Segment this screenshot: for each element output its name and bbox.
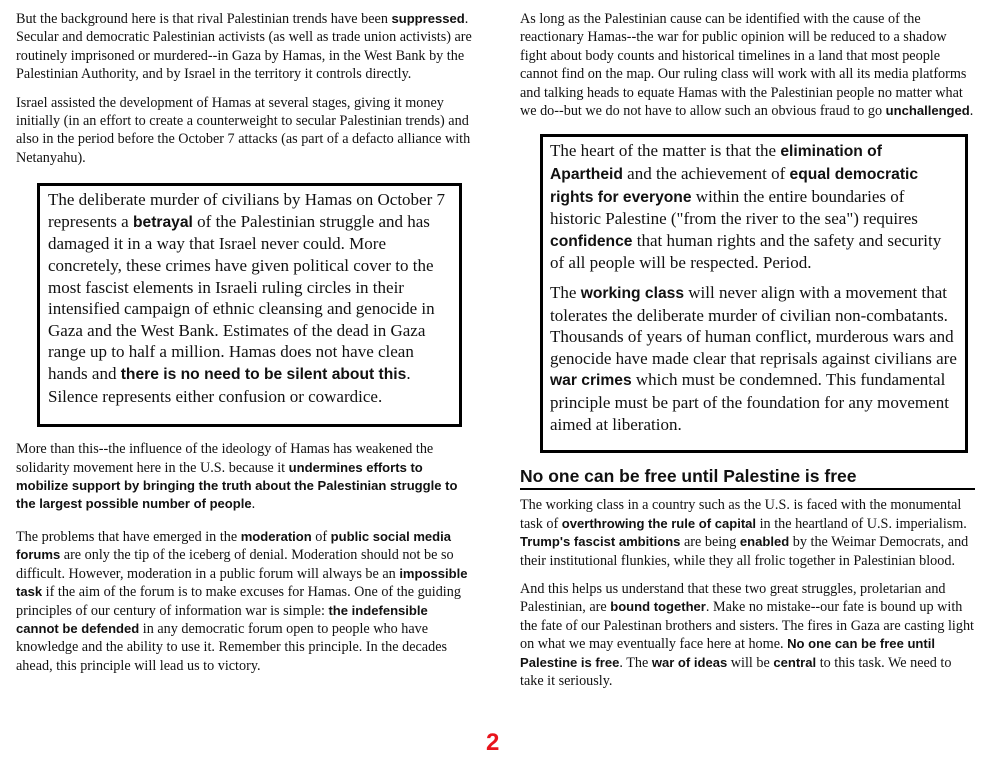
page-number: 2 (486, 729, 500, 756)
paragraph-suppression: But the background here is that rival Palestinian trends have been suppressed. Secular and democratic Palestinian activists (as well as trade union activists) are routinely imprisoned or murdered--in Gaza by Hamas, in the West Bank by the Palestinian Authority, and by Israel in the territory it controls directly. (16, 11, 472, 83)
paragraph-bound-together: And this helps us understand that these two great struggles, proletarian and Palestinian, are bound together. Make no mistake--our fate is bound up with the fate of our Palestinan brothers and sisters. The fires in Gaza are casting light on what we may eventually face here at home. No one can be free until Palestine is free. The war of ideas will be central to this task. We need to take it seriously. (520, 581, 974, 690)
paragraph-public-opinion: As long as the Palestinian cause can be identified with the cause of the reactionary Hamas--the war for public opinion will be reduced to a shadow fight about body counts and historical timelines in a land that most people cannot find on the map. Our ruling class will work with all its media platforms and talking heads to equate Hamas with the Palestinian people no matter what we do--but we do not have to allow such an obvious fraud to go unchallenged. (520, 11, 974, 120)
left-column (16, 10, 474, 675)
paragraph-solidarity: More than this--the influence of the ideology of Hamas has weakened the solidarity movement here in the U.S. because it undermines efforts to mobilize support by bringing the truth about the Palestinian struggle to the largest possible number of people. (16, 441, 458, 513)
section-heading: No one can be free until Palestine is free (520, 465, 975, 490)
paragraph-israel-hamas: Israel assisted the development of Hamas at several stages, giving it money initially (in an effort to create a counterweight to secular Palestinian trends) and also in the period before the October 7 attacks (as part of a defacto alliance with Netanyahu). (16, 94, 471, 166)
boxed-callout-betrayal (37, 183, 462, 427)
callout-text: The deliberate murder of civilians by Hamas on October 7 represents a betrayal of the Palestinian struggle and has damaged it in a way that Israel never could. More concretely, these crimes have given political cover to the most fascist elements in Israeli ruling circles in their intensified campaign of ethnic cleansing and genocide in Gaza and the West Bank. Estimates of the dead in Gaza range up to half a million. Hamas does not have clean hands and there is no need to be silent about this. Silence represents either confusion or cowardice. (48, 190, 446, 406)
callout-text-heart: The heart of the matter is that the elimination of Apartheid and the achievement of equal democratic rights for everyone within the entire boundaries of historic Palestine ("from the river to the sea") requires confidence that human rights and the safety and security of all people will be respected. Period. (550, 141, 942, 273)
callout-text-working-class: The working class will never align with a movement that tolerates the deliberate murder of civilian non-combatants. Thousands of years of human conflict, murderous wars and genocide have made clear that reprisals against civilians are war crimes which must be condemned. This fundamental principle must be part of the foundation for any movement aimed at liberation. (550, 283, 957, 434)
boxed-callout-apartheid (540, 134, 968, 453)
paragraph-imperialism: The working class in a country such as the U.S. is faced with the monumental task of overthrowing the rule of capital in the heartland of U.S. imperialism. Trump's fascist ambitions are being enabled by the Weimar Democrats, and their institutional flunkies, while they all frolic together in Palestinian blood. (520, 497, 969, 569)
right-column (520, 10, 975, 691)
paragraph-moderation: The problems that have emerged in the moderation of public social media forums are only the tip of the iceberg of denial. Moderation should not be so difficult. However, moderation in a public forum will always be an impossible task if the aim of the forum is to make excuses for Hamas. One of the guiding principles of our century of information war is simple: the indefensible cannot be defended in any democratic forum open to people who have knowledge and the ability to use it. Remember this principle. In the decades ahead, this principle will lead us to victory. (16, 528, 468, 674)
